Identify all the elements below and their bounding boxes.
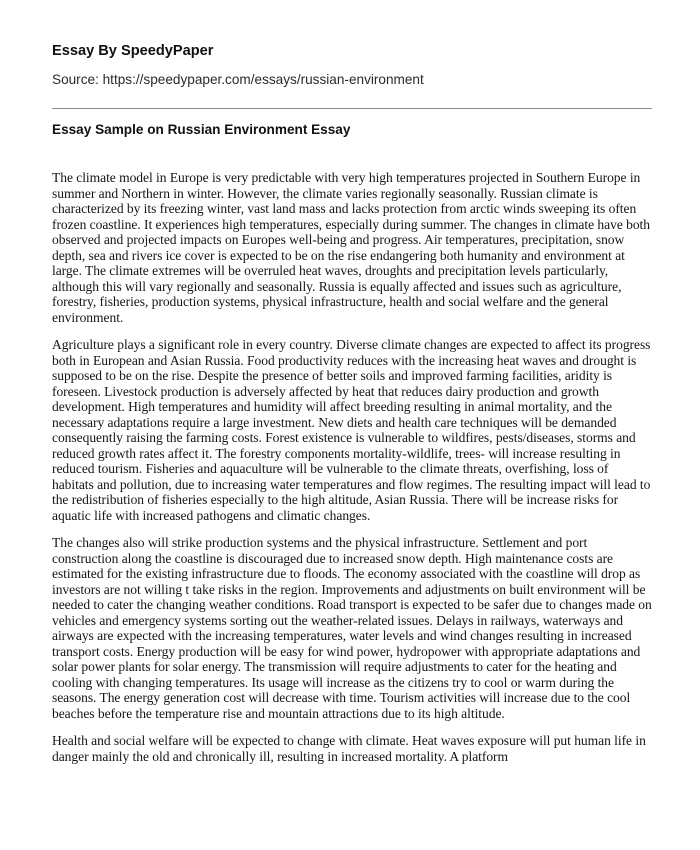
essay-title: Essay Sample on Russian Environment Essay bbox=[52, 122, 351, 137]
paragraph-4: Health and social welfare will be expected to change with climate. Heat waves exposure will put human life in danger mainly the old and chronically ill, resulting in increased mortality. A platform bbox=[52, 733, 646, 764]
brand-heading: Essay By SpeedyPaper bbox=[52, 43, 214, 59]
essay-body bbox=[52, 170, 652, 850]
header-divider bbox=[52, 108, 652, 109]
source-line: Source: https://speedypaper.com/essays/russian-environment bbox=[52, 72, 424, 87]
paragraph-2: Agriculture plays a significant role in every country. Diverse climate changes are expected to affect its progress both in European and Asian Russia. Food productivity reduces with the increasing heat waves and drought is supposed to be on the rise. Despite the presence of better soils and improved farming facilities, aridity is foreseen. Livestock production is adversely affected by heat that reduces dairy production and growth development. High temperatures and humidity will affect breeding resulting in animal mortality, and the necessary adaptations require a large investment. New diets and health care techniques will be demanded consequently raising the farming costs. Forest existence is vulnerable to wildfires, pests/diseases, storms and reduced growth rates affect it. The forestry components mortality-wildlife, trees- will increase resulting in reduced tourism. Fisheries and aquaculture will be vulnerable to the climate threats, overfishing, loss of habitats and pollution, due to increasing water temperatures and flow regimes. The resulting impact will lead to the redistribution of fisheries especially to the high altitude, Asian Russia. There will be increase risks for aquatic life with increased pathogens and climatic changes. bbox=[52, 337, 651, 523]
paragraph-3: The changes also will strike production systems and the physical infrastructure. Settlement and port construction along the coastline is discouraged due to increased snow depth. High maintenance costs are estimated for the existing infrastructure due to floods. The economy associated with the coastline will drop as investors are not willing t take risks in the region. Improvements and adjustments on built environment will be needed to cater the changing weather conditions. Road transport is expected to be safer due to changes made on vehicles and emergency systems sorting out the weather-related issues. Delays in railways, waterways and airways are expected with the increasing temperatures, water levels and wind changes resulting in increased transport costs. Energy production will be easy for wind power, hydropower with appropriate adaptations and solar power plants for solar energy. The transmission will require adjustments to cater for the heating and cooling with changing temperatures. Its usage will increase as the citizens try to cool or warm during the seasons. The energy generation cost will decrease with time. Tourism activities will increase due to the cool beaches before the temperature rise and mountain attractions due to its high altitude. bbox=[52, 535, 652, 721]
paragraph-1: The climate model in Europe is very predictable with very high temperatures projected in Southern Europe in summer and Northern in winter. However, the climate varies regionally seasonally. Russian climate is characterized by its freezing winter, vast land mass and lacks protection from arctic winds sweeping its often frozen coastline. It experiences high temperatures, especially during summer. The changes in climate have both observed and projected impacts on Europes well-being and progress. Air temperatures, precipitation, snow depth, sea and rivers ice cover is expected to be on the rise endangering both humanity and environment at large. The climate extremes will be overruled heat waves, droughts and precipitation levels particularly, although this will vary regionally and seasonally. Russia is equally affected and issues such as agriculture, forestry, fisheries, production systems, physical infrastructure, health and social welfare and the general environment. bbox=[52, 170, 650, 325]
